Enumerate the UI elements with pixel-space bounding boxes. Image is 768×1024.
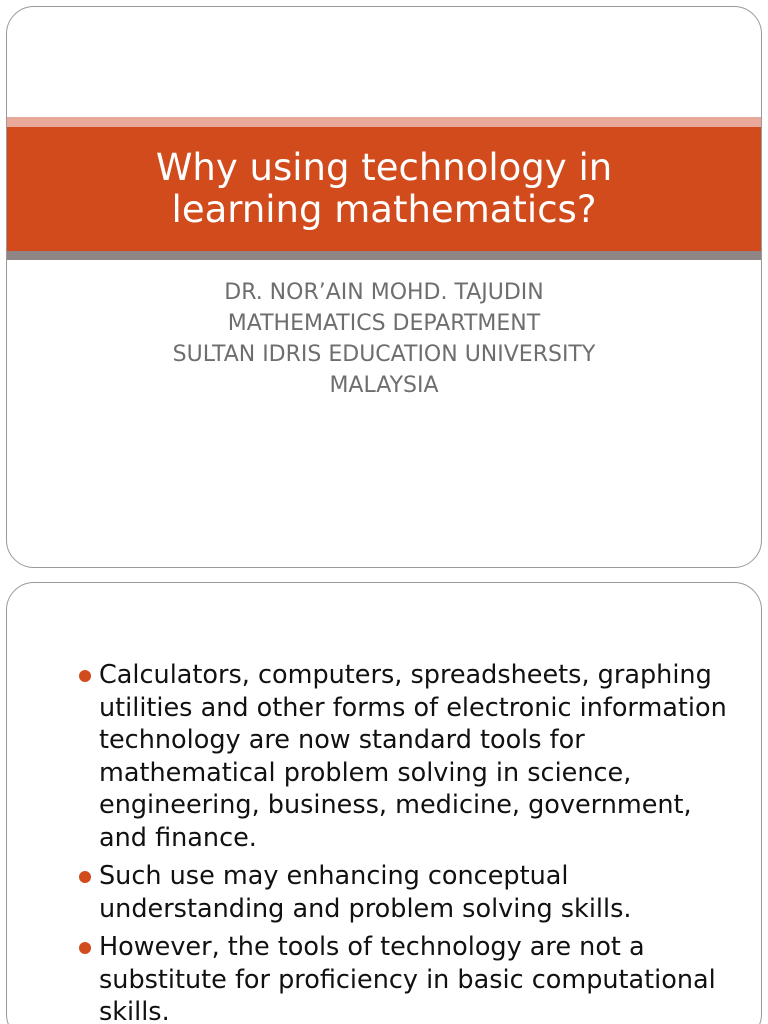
list-item bbox=[79, 659, 729, 854]
title-band-bottom-stripe bbox=[7, 251, 761, 260]
bullet-list bbox=[79, 659, 729, 1024]
list-item bbox=[79, 931, 729, 1024]
slide-title: Why using technology in learning mathematics? bbox=[155, 146, 613, 231]
bullet-dot-icon bbox=[79, 871, 91, 883]
list-item bbox=[79, 860, 729, 925]
title-slide bbox=[6, 6, 762, 568]
bullet-text: Calculators, computers, spreadsheets, graphing utilities and other forms of electronic information technology are now standard tools for mathematical problem solving in science, engineering, business, medicine, government, and finance. bbox=[99, 660, 727, 853]
title-band-top-stripe bbox=[7, 117, 761, 127]
slide-subtitle bbox=[7, 277, 761, 401]
bullet-text: However, the tools of technology are not a substitute for proficiency in basic computational skills. bbox=[99, 932, 716, 1024]
author-name: DR. NOR’AIN MOHD. TAJUDIN bbox=[224, 280, 544, 305]
country-name: MALAYSIA bbox=[329, 373, 439, 398]
department-name: MATHEMATICS DEPARTMENT bbox=[227, 311, 541, 336]
bullet-text: Such use may enhancing conceptual understanding and problem solving skills. bbox=[99, 861, 632, 924]
university-name: SULTAN IDRIS EDUCATION UNIVERSITY bbox=[172, 342, 596, 367]
content-slide bbox=[6, 582, 762, 1024]
title-band bbox=[7, 127, 761, 251]
bullet-dot-icon bbox=[79, 670, 91, 682]
bullet-dot-icon bbox=[79, 942, 91, 954]
